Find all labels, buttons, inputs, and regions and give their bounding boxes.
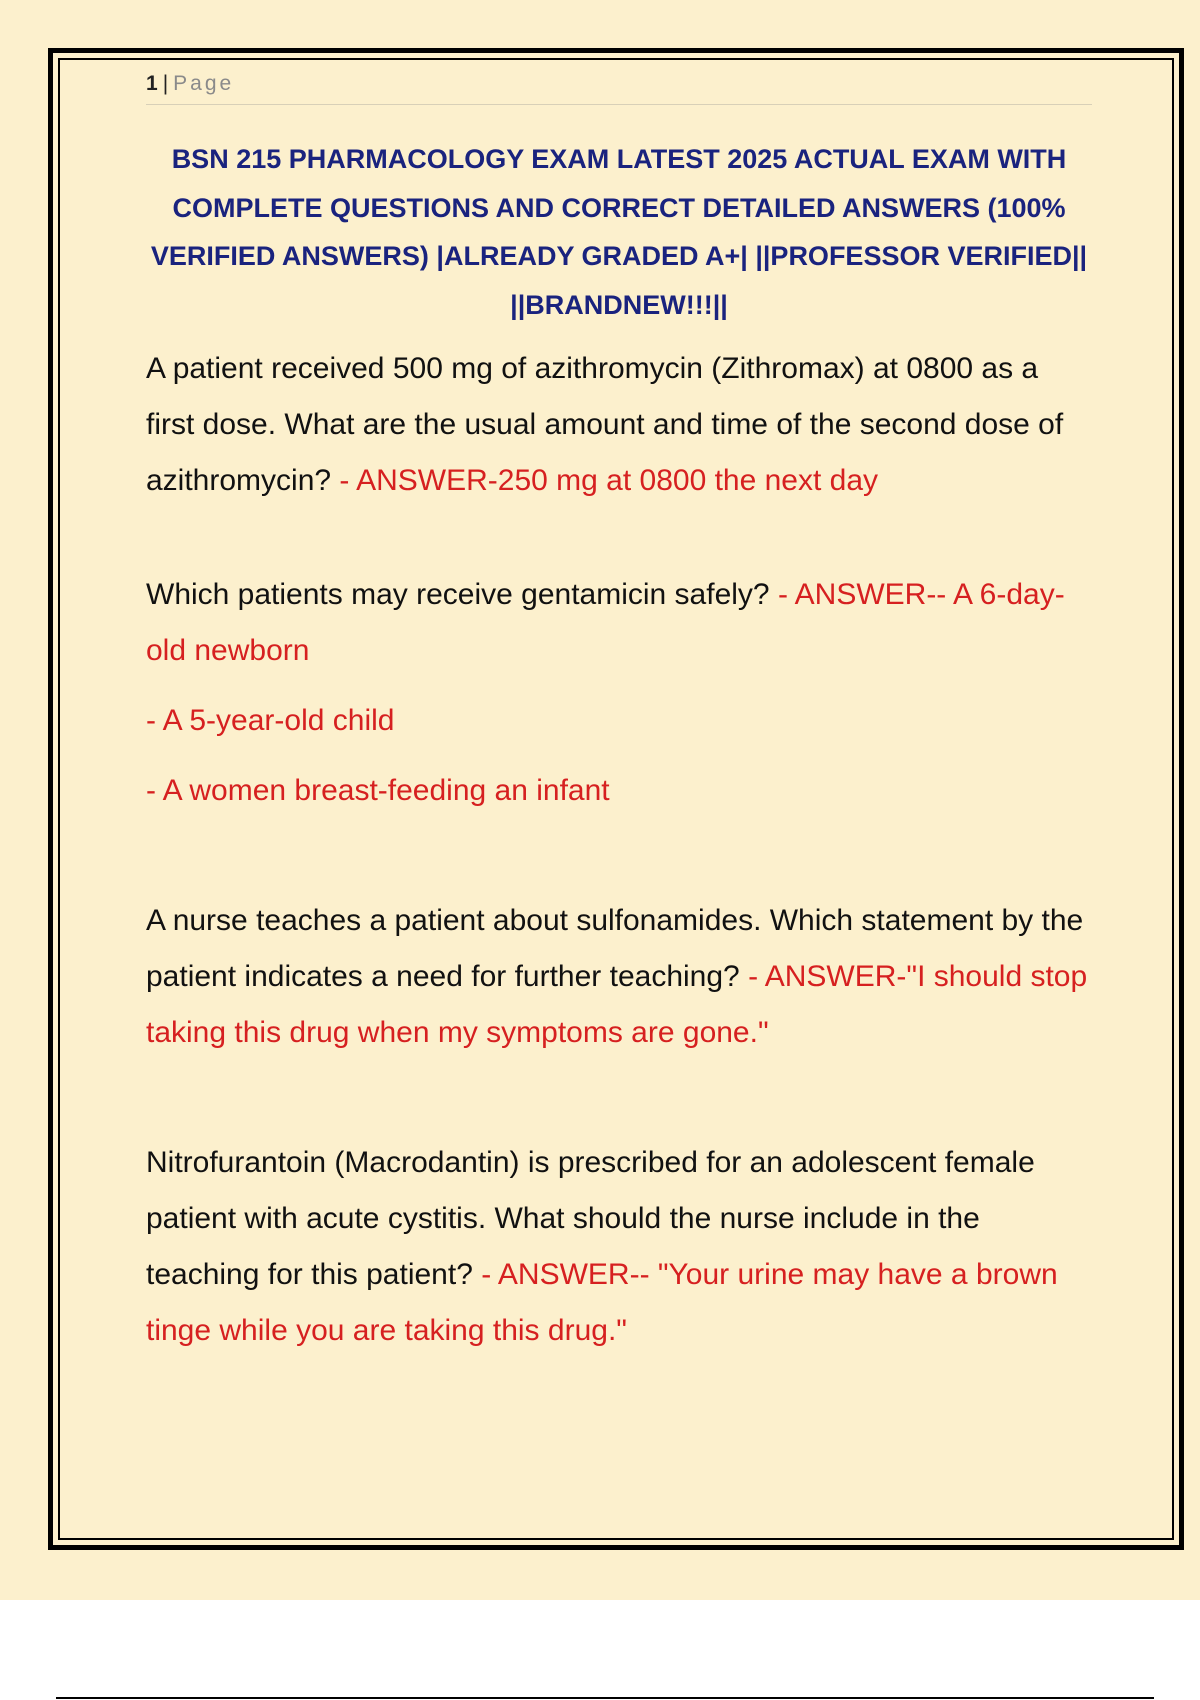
document-content — [146, 70, 1092, 1359]
qa-item — [146, 893, 1092, 1061]
page-label: Page — [173, 72, 235, 95]
answer-extra-line: - A women breast-feeding an infant — [146, 774, 610, 807]
qa-item — [146, 341, 1092, 509]
question-text: Which patients may receive gentamicin safely? — [146, 578, 770, 611]
question-text: A nurse teaches a patient about sulfonamides. Which statement by the patient indicates a need for further teaching? — [146, 904, 1084, 993]
qa-item — [146, 567, 1092, 679]
question-text: A patient received 500 mg of azithromycin (Zithromax) at 0800 as a first dose. What are the usual amount and time of the second dose of azithromycin? — [146, 352, 1064, 497]
question-text: Nitrofurantoin (Macrodantin) is prescribed for an adolescent female patient with acute cystitis. What should the nurse include in the teaching for this patient? — [146, 1146, 1035, 1291]
document-title: BSN 215 PHARMACOLOGY EXAM LATEST 2025 ACTUAL EXAM WITH COMPLETE QUESTIONS AND CORRECT DETAILED ANSWERS (100% VERIFIED ANSWERS) |ALREADY GRADED A+| ||PROFESSOR VERIFIED|| ||BRANDNEW!!!|| — [150, 144, 1088, 320]
next-page-divider — [56, 1697, 1154, 1699]
answer-extra-line: - A 5-year-old child — [146, 704, 395, 737]
page-separator: | — [162, 72, 170, 95]
qa-item — [146, 1135, 1092, 1359]
page-number: 1 — [146, 72, 159, 95]
answer-text: - ANSWER-- A 6-day-old newborn — [146, 578, 1065, 667]
answer-text: - ANSWER-- "Your urine may have a brown tinge while you are taking this drug." — [146, 1258, 1058, 1347]
answer-text: - ANSWER-"I should stop taking this drug when my symptoms are gone." — [146, 960, 1088, 1049]
answer-text: - ANSWER-250 mg at 0800 the next day — [339, 464, 879, 497]
page-header — [146, 70, 1092, 105]
